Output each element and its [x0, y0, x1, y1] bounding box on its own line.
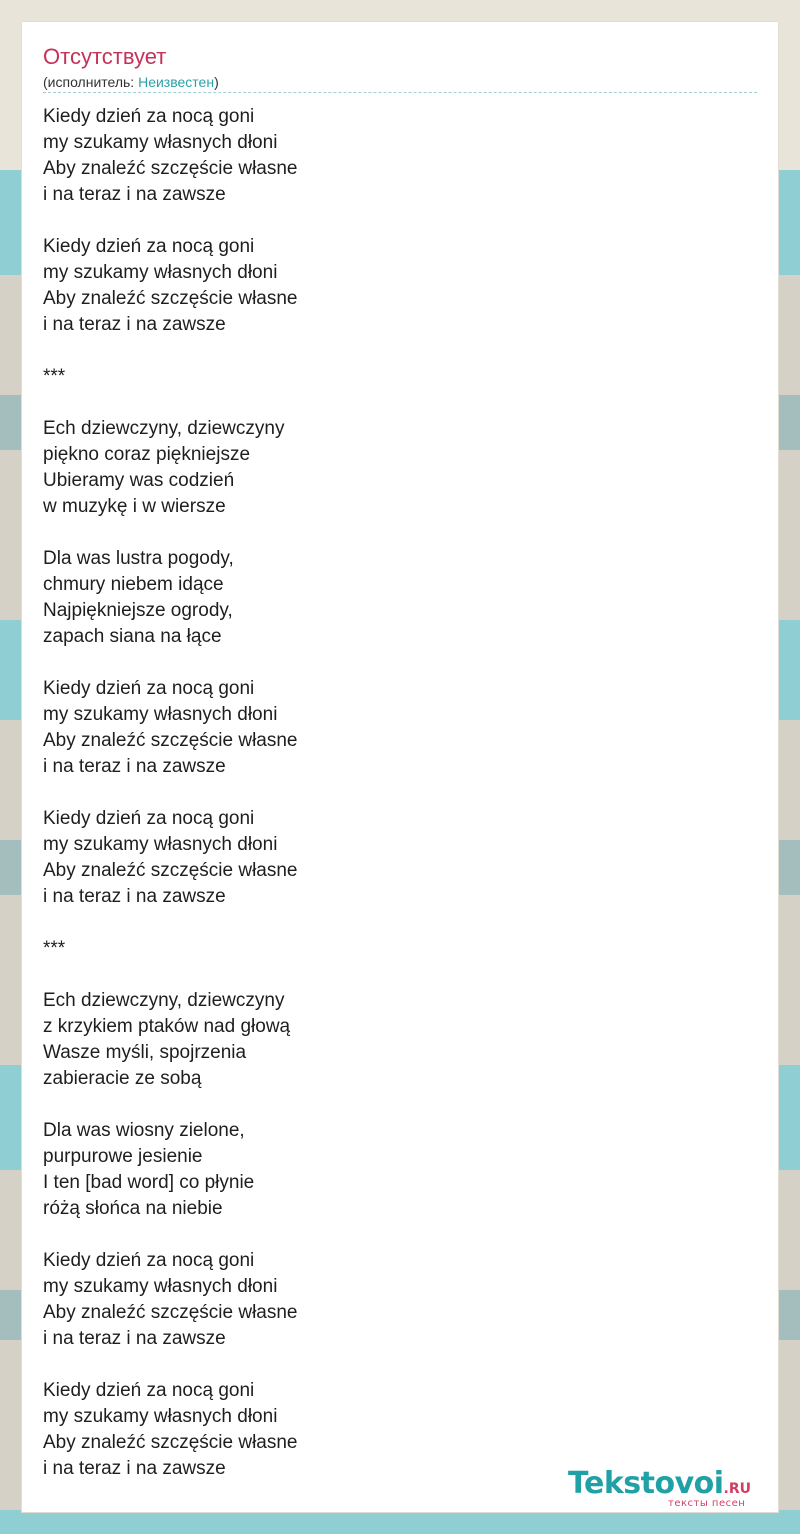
- lyrics-text: [43, 104, 743, 1482]
- lyric-line: Aby znaleźć szczęście własne: [43, 158, 298, 179]
- logo-tagline: тексты песен: [668, 1498, 746, 1509]
- lyric-line: Kiedy dzień za nocą goni: [43, 106, 255, 127]
- site-logo[interactable]: [568, 1467, 778, 1509]
- artist-link[interactable]: Неизвестен: [138, 74, 215, 90]
- lyric-line: [43, 1092, 743, 1118]
- lyric-line: Kiedy dzień za nocą goni: [43, 236, 255, 257]
- lyric-line: w muzykę i w wiersze: [43, 496, 226, 517]
- lyric-line: Kiedy dzień za nocą goni: [43, 1380, 255, 1401]
- lyric-line: Kiedy dzień za nocą goni: [43, 1250, 255, 1271]
- lyric-line: my szukamy własnych dłoni: [43, 1406, 278, 1427]
- lyric-line: i na teraz i na zawsze: [43, 184, 226, 205]
- lyric-line: I ten [bad word] co płynie: [43, 1172, 255, 1193]
- lyric-line: chmury niebem idące: [43, 574, 224, 595]
- lyric-line: i na teraz i na zawsze: [43, 756, 226, 777]
- lyric-line: Dla was lustra pogody,: [43, 548, 234, 569]
- lyric-line: z krzykiem ptaków nad głową: [43, 1016, 291, 1037]
- lyric-line: Ubieramy was codzień: [43, 470, 235, 491]
- lyric-line: Aby znaleźć szczęście własne: [43, 1432, 298, 1453]
- lyric-line: Ech dziewczyny, dziewczyny: [43, 418, 285, 439]
- lyric-line: [43, 780, 743, 806]
- lyric-line: zapach siana na łące: [43, 626, 222, 647]
- title-divider: [43, 92, 757, 93]
- lyric-line: Wasze myśli, spojrzenia: [43, 1042, 247, 1063]
- lyric-line: zabieracie ze sobą: [43, 1068, 202, 1089]
- lyric-line: Najpiękniejsze ogrody,: [43, 600, 233, 621]
- lyric-line: Aby znaleźć szczęście własne: [43, 860, 298, 881]
- lyric-line: my szukamy własnych dłoni: [43, 262, 278, 283]
- lyric-line: purpurowe jesienie: [43, 1146, 203, 1167]
- artist-line: [43, 73, 219, 91]
- lyric-line: [43, 1352, 743, 1378]
- artist-suffix: ): [214, 74, 219, 90]
- lyric-line: Dla was wiosny zielone,: [43, 1120, 245, 1141]
- background-stripe: [0, 1510, 800, 1534]
- lyric-line: my szukamy własnych dłoni: [43, 1276, 278, 1297]
- lyric-line: [43, 1222, 743, 1248]
- lyric-line: my szukamy własnych dłoni: [43, 704, 278, 725]
- lyrics-card: [22, 22, 778, 1512]
- lyric-line: [43, 650, 743, 676]
- lyric-line: Kiedy dzień za nocą goni: [43, 808, 255, 829]
- lyric-line: i na teraz i na zawsze: [43, 886, 226, 907]
- lyric-line: [43, 910, 743, 936]
- lyric-line: Ech dziewczyny, dziewczyny: [43, 990, 285, 1011]
- lyric-line: ***: [43, 366, 66, 387]
- lyric-line: [43, 520, 743, 546]
- logo-wordmark: Tekstovoi: [568, 1466, 724, 1501]
- lyric-line: [43, 962, 743, 988]
- lyric-line: [43, 338, 743, 364]
- lyric-line: różą słońca na niebie: [43, 1198, 223, 1219]
- lyric-line: [43, 208, 743, 234]
- lyric-line: i na teraz i na zawsze: [43, 1328, 226, 1349]
- lyric-line: ***: [43, 938, 66, 959]
- lyric-line: [43, 390, 743, 416]
- lyric-line: Aby znaleźć szczęście własne: [43, 730, 298, 751]
- lyric-line: piękno coraz piękniejsze: [43, 444, 251, 465]
- song-title: Отсутствует: [43, 44, 167, 69]
- artist-prefix: (исполнитель:: [43, 74, 139, 90]
- lyric-line: Aby znaleźć szczęście własne: [43, 288, 298, 309]
- lyric-line: i na teraz i na zawsze: [43, 1458, 226, 1479]
- lyric-line: my szukamy własnych dłoni: [43, 132, 278, 153]
- logo-tld: .RU: [723, 1481, 752, 1497]
- lyric-line: Kiedy dzień za nocą goni: [43, 678, 255, 699]
- lyric-line: my szukamy własnych dłoni: [43, 834, 278, 855]
- lyric-line: Aby znaleźć szczęście własne: [43, 1302, 298, 1323]
- lyric-line: i na teraz i na zawsze: [43, 314, 226, 335]
